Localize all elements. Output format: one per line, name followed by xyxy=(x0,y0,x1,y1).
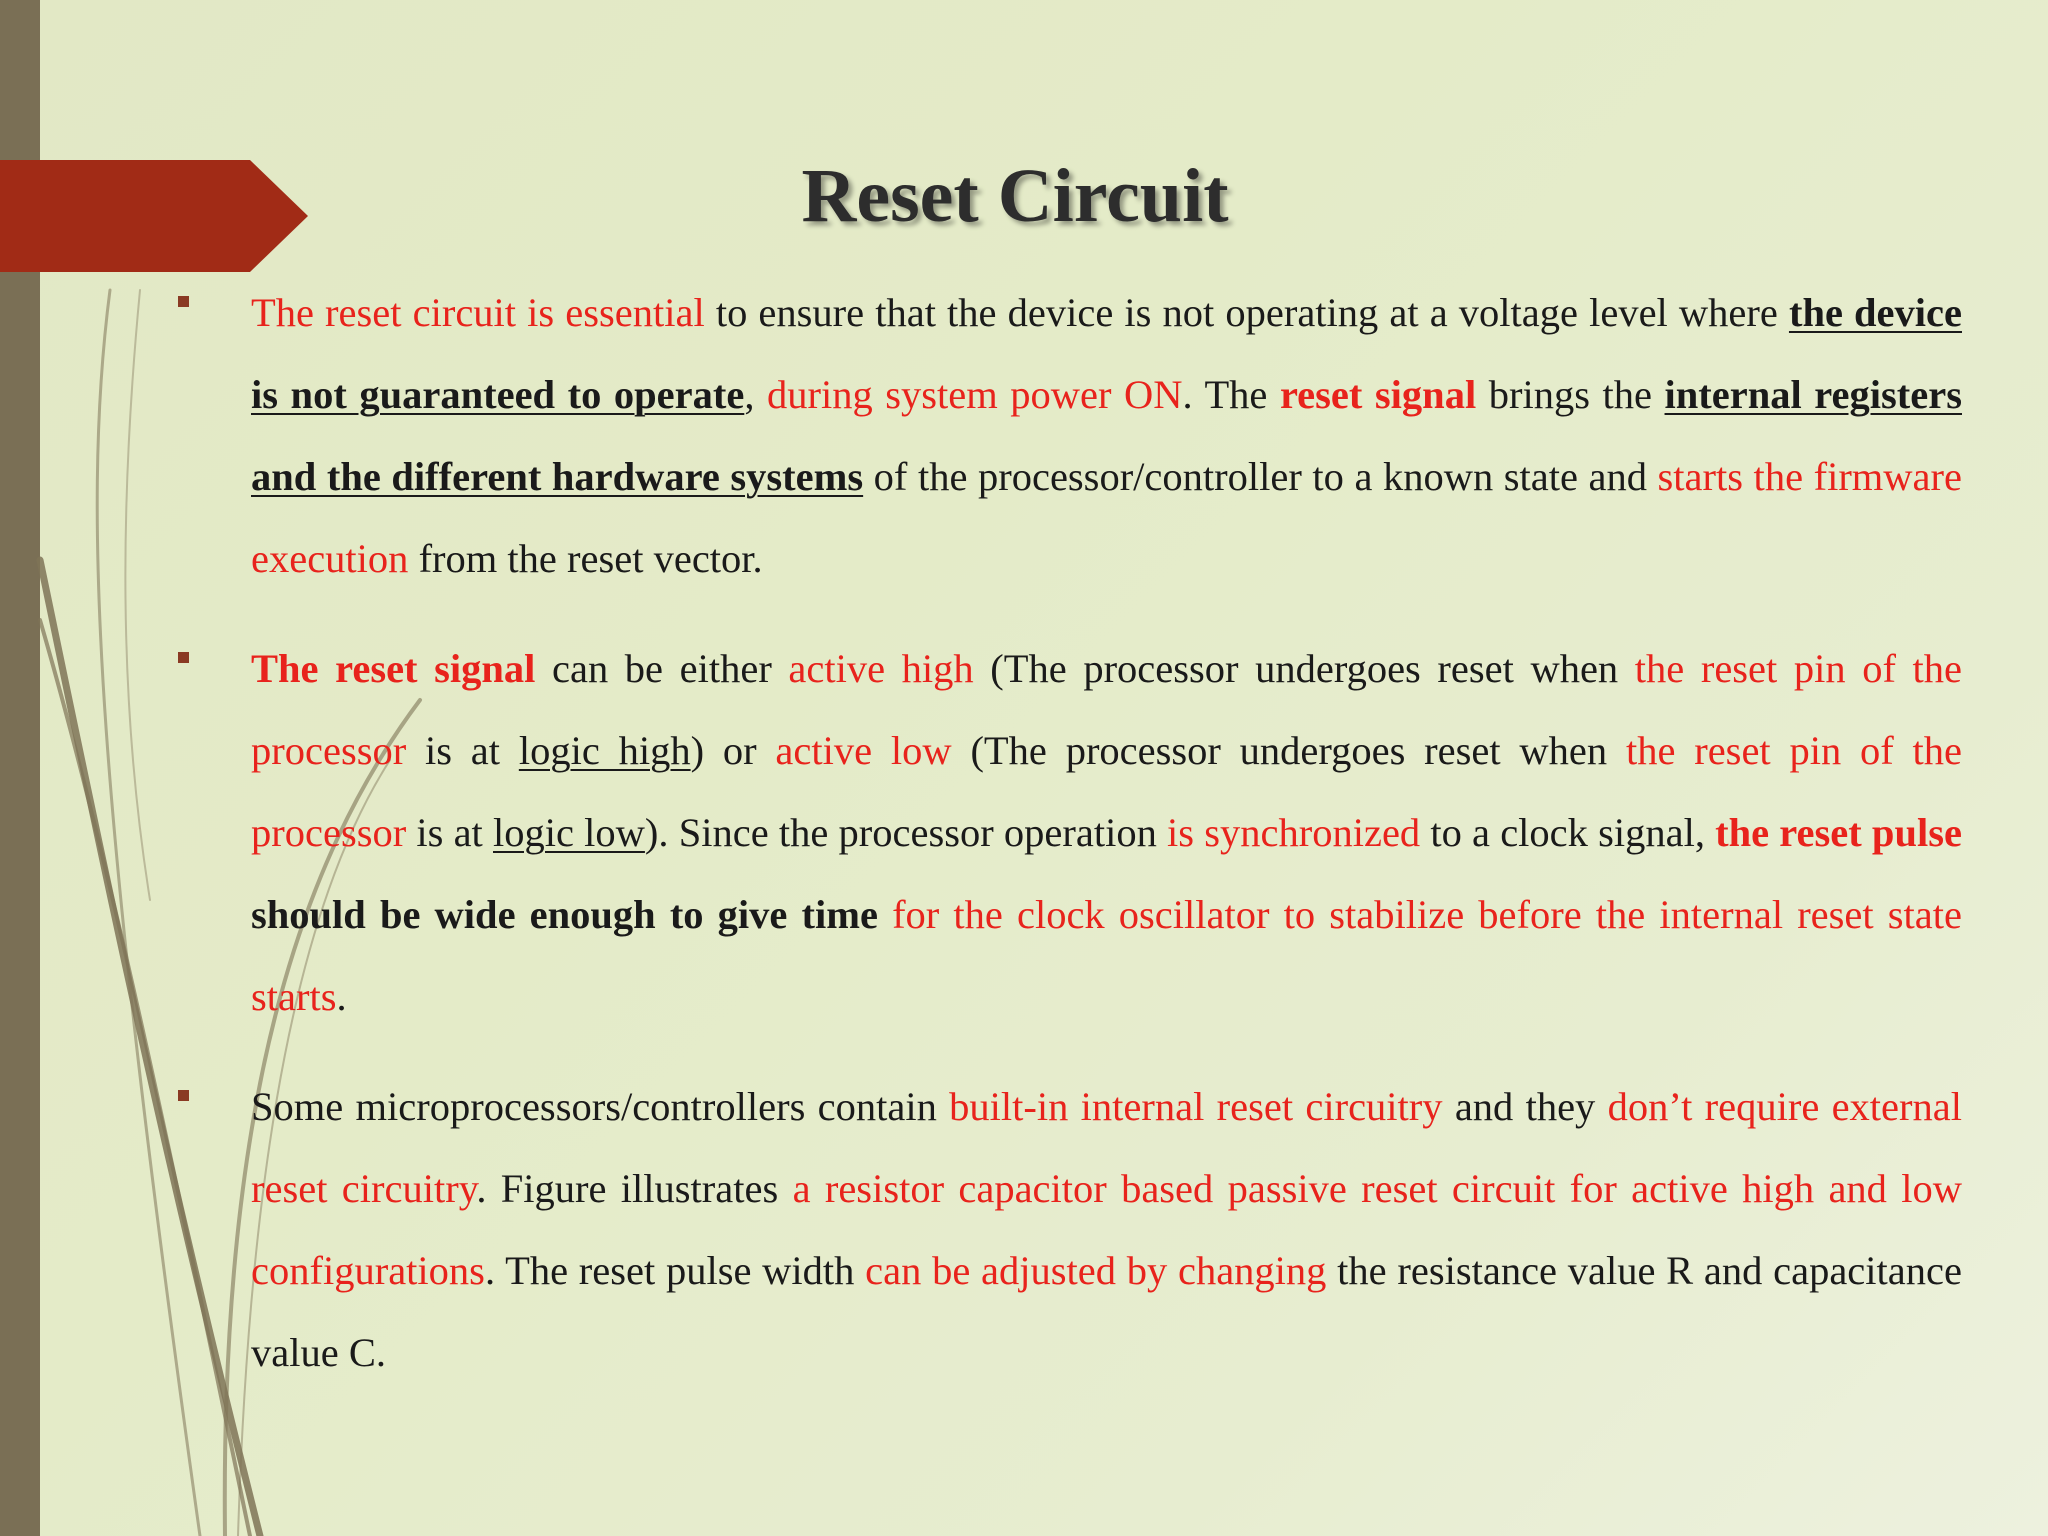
bullet-item-3 xyxy=(174,1066,1962,1394)
text-highlight: active low xyxy=(775,728,952,773)
text-highlight: the reset pin of the processor xyxy=(251,728,1963,855)
text-plain: of the processor/controller to a known state and xyxy=(863,454,1658,499)
text-highlight-bold: The reset signal xyxy=(251,646,536,691)
text-plain: ). Since the processor operation xyxy=(644,810,1168,855)
square-bullet-icon xyxy=(178,296,189,307)
slide-title: Reset Circuit xyxy=(801,154,1229,238)
text-bold: should be wide enough to give time xyxy=(251,892,878,937)
text-highlight: active high xyxy=(788,646,974,691)
text-highlight: during system power ON xyxy=(766,372,1183,417)
text-bold-underline: internal registers and the different hardware systems xyxy=(251,372,1962,499)
text-highlight: starts the firmware execution xyxy=(251,454,1962,581)
text-highlight-bold: reset signal xyxy=(1279,372,1477,417)
text-highlight: The reset circuit is essential xyxy=(251,290,705,335)
text-plain: is at xyxy=(406,810,493,855)
text-highlight: the reset pin of the processor xyxy=(251,646,1963,773)
text-highlight-bold: the reset pulse xyxy=(1715,810,1962,855)
text-plain: . Figure illustrates xyxy=(476,1166,793,1211)
text-plain: . xyxy=(336,974,347,1019)
title-arrow-shape xyxy=(0,160,308,272)
text-plain: Some microprocessors/controllers contain xyxy=(251,1084,950,1129)
text-underline: logic low xyxy=(493,810,645,855)
text-plain: and they xyxy=(1442,1084,1608,1129)
text-underline: logic high xyxy=(518,728,691,773)
text-highlight: for the clock oscillator to stabilize before the internal reset state starts xyxy=(251,892,1962,1019)
text-highlight: built-in internal reset circuitry xyxy=(949,1084,1443,1129)
text-plain: from the reset vector. xyxy=(408,536,763,581)
text-highlight: can be adjusted by changing xyxy=(865,1248,1327,1293)
text-plain: (The processor undergoes reset when xyxy=(973,646,1635,691)
bullet-item-1 xyxy=(174,272,1962,600)
text-plain: (The processor undergoes reset when xyxy=(951,728,1626,773)
text-highlight: is synchronized xyxy=(1167,810,1421,855)
text-highlight: a resistor capacitor based passive reset circuit for active high and low configurations xyxy=(251,1166,1962,1293)
text-bold-underline: the device is not guaranteed to operate xyxy=(251,290,1962,417)
text-plain: the resistance value R and capacitance value C. xyxy=(251,1248,1962,1375)
text-plain: . The xyxy=(1182,372,1280,417)
text-plain: to a clock signal, xyxy=(1420,810,1716,855)
text-plain xyxy=(878,892,892,937)
text-plain: ) or xyxy=(690,728,776,773)
bullet-list xyxy=(174,272,1962,1422)
text-plain: , xyxy=(744,372,767,417)
bullet-item-2 xyxy=(174,628,1962,1038)
text-plain: to ensure that the device is not operating at a voltage level where xyxy=(704,290,1789,335)
square-bullet-icon xyxy=(178,1090,189,1101)
text-plain: . The reset pulse width xyxy=(484,1248,866,1293)
text-plain: brings the xyxy=(1476,372,1665,417)
square-bullet-icon xyxy=(178,652,189,663)
text-plain: can be either xyxy=(535,646,789,691)
text-plain: is at xyxy=(406,728,519,773)
text-highlight: don’t require external reset circuitry xyxy=(251,1084,1962,1211)
